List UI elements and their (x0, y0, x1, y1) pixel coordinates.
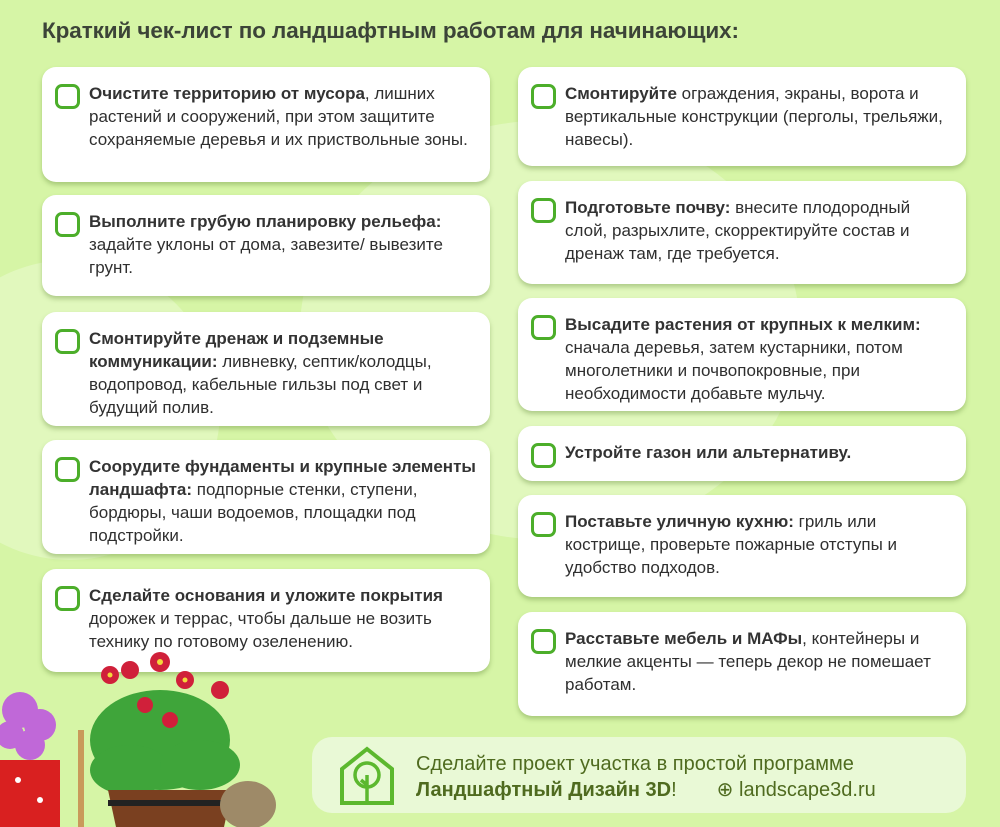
exclamation: ! (671, 779, 677, 801)
checkbox[interactable] (55, 84, 80, 109)
checklist-item (518, 67, 966, 166)
item-text: ливневку, септик/колодцы, водопровод, кабельные гильзы под свет и будущий полив. (89, 352, 432, 417)
checkbox[interactable] (531, 443, 556, 468)
checklist-item (42, 195, 490, 296)
item-bold: Смонтируйте дренаж и подземные коммуникации: (89, 329, 384, 371)
brand-name: Ландшафтный Дизайн 3D (416, 779, 672, 801)
page-title: Краткий чек-лист по ландшафтным работам для начинающих: (42, 18, 739, 43)
banner-line1: Сделайте проект участка в простой программе (416, 753, 854, 775)
item-text: задайте уклоны от дома, завезите/ вывезите грунт. (89, 235, 443, 277)
item-bold: Высадите растения от крупных к мелким: (565, 315, 921, 334)
item-bold: Смонтируйте (565, 84, 677, 103)
item-text: гриль или кострище, проверьте пожарные отступы и удобство подходов. (565, 512, 898, 577)
checklist-item (42, 312, 490, 426)
item-bold: Сделайте основания и уложите покрытия (89, 586, 443, 605)
checkbox[interactable] (55, 212, 80, 237)
house-tree-icon (336, 745, 398, 807)
checkbox[interactable] (531, 512, 556, 537)
item-text: дорожек и террас, чтобы дальше не возить технику по готовому озеленению. (89, 609, 432, 651)
checkbox[interactable] (531, 84, 556, 109)
item-bold: Поставьте уличную кухню: (565, 512, 794, 531)
item-bold: Соорудите фундаменты и крупные элементы ландшафта: (89, 457, 476, 499)
site-url: landscape3d.ru (739, 779, 876, 801)
item-text: , контейнеры и мелкие акценты — теперь декор не помешает работам. (565, 629, 931, 694)
checkbox[interactable] (531, 198, 556, 223)
potted-plants-image (0, 650, 290, 827)
checklist-item (518, 495, 966, 597)
item-text: ограждения, экраны, ворота и вертикальные конструкции (перголы, трельяжи, навесы). (565, 84, 943, 149)
item-text: подпорные стенки, ступени, бордюры, чаши водоемов, площадки под подстройки. (89, 480, 418, 545)
item-text: внесите плодородный слой, разрыхлите, скорректируйте состав и дренаж там, где требуется. (565, 198, 911, 263)
checkbox[interactable] (55, 586, 80, 611)
checklist-item (518, 426, 966, 481)
checklist-item (518, 181, 966, 284)
checklist-item (518, 612, 966, 716)
checkbox[interactable] (531, 629, 556, 654)
checkbox[interactable] (531, 315, 556, 340)
checkbox[interactable] (55, 457, 80, 482)
item-text: , лишних растений и сооружений, при этом защитите сохраняемые деревья и их приствольные зоны. (89, 84, 468, 149)
site-link[interactable] (717, 779, 876, 801)
item-bold: Устройте газон или альтернативу. (565, 443, 852, 462)
checklist-item (42, 67, 490, 182)
item-bold: Подготовьте почву: (565, 198, 731, 217)
item-bold: Расставьте мебель и МАФы (565, 629, 803, 648)
checkbox[interactable] (55, 329, 80, 354)
promo-banner (312, 737, 966, 813)
item-text: сначала деревья, затем кустарники, потом многолетники и почвопокровные, при необходимости добавьте мульчу. (565, 338, 903, 403)
checklist-item (518, 298, 966, 411)
item-bold: Очистите территорию от мусора (89, 84, 365, 103)
item-bold: Выполните грубую планировку рельефа: (89, 212, 442, 231)
checklist-item (42, 440, 490, 554)
globe-icon: ⊕ (716, 779, 734, 801)
